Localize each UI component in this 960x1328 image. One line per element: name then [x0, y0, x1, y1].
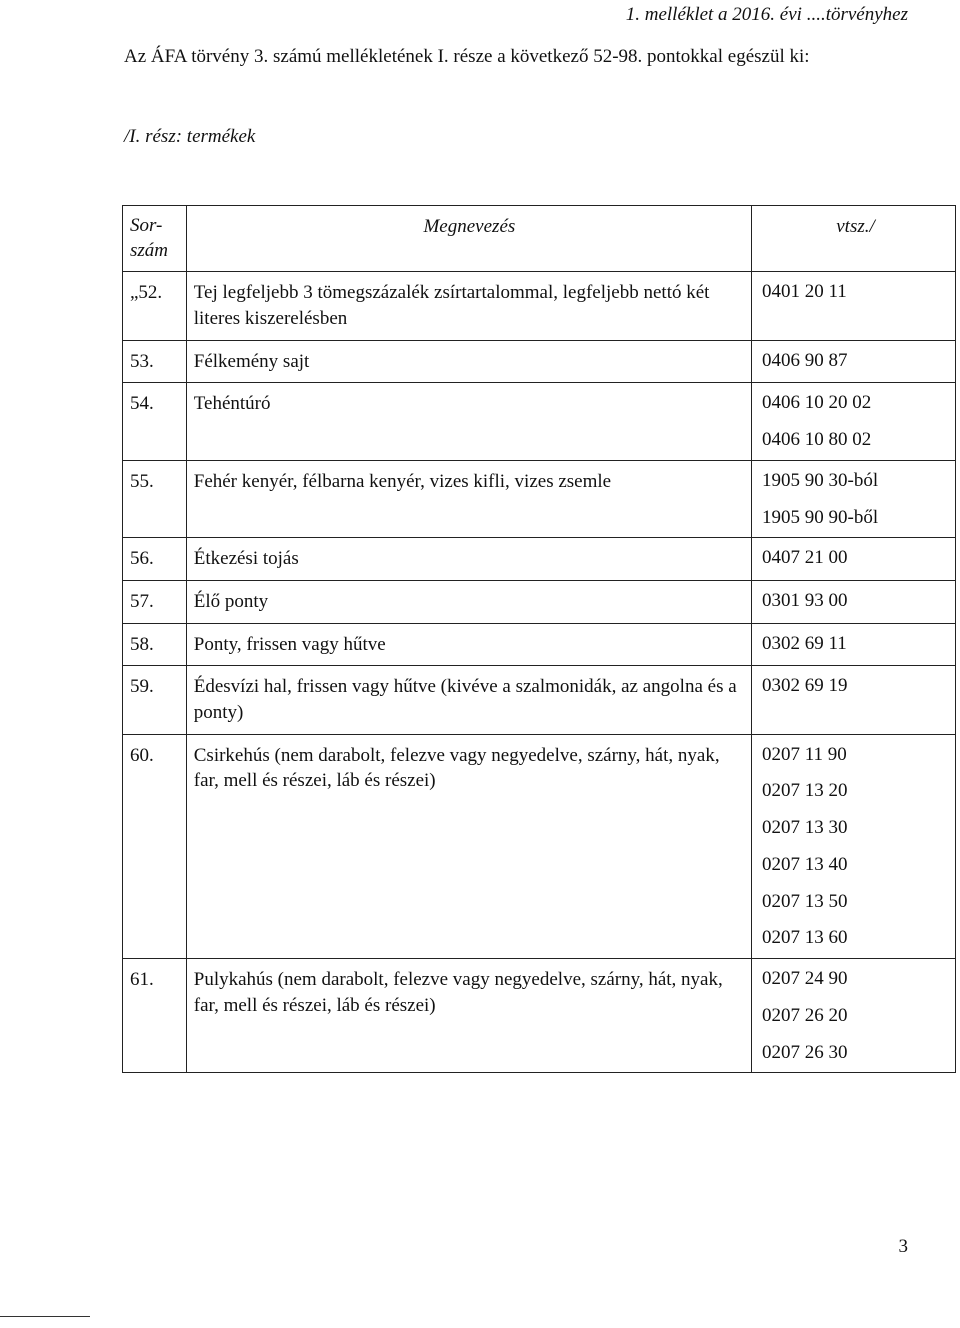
annex-header-note: 1. melléklet a 2016. évi ....törvényhez — [625, 4, 908, 25]
table-row — [123, 959, 956, 1073]
row-tariff-codes — [752, 959, 956, 1073]
table-row — [123, 538, 956, 581]
tariff-code: 0302 69 11 — [762, 632, 847, 654]
row-tariff-codes — [752, 340, 956, 383]
row-product-name: Édesvízi hal, frissen vagy hűtve (kivéve a szalmonidák, az angolna és a ponty) — [186, 666, 751, 734]
row-product-name: Tehéntúró — [186, 383, 751, 461]
table-header-row — [123, 206, 956, 272]
row-tariff-codes — [752, 580, 956, 623]
row-product-name: Pulykahús (nem darabolt, felezve vagy negyedelve, szárny, hát, nyak, far, mell és részei, láb és részei) — [186, 959, 751, 1073]
row-serial-number: „52. — [123, 272, 187, 340]
tariff-code: 0207 26 20 — [762, 1004, 848, 1026]
table-row — [123, 340, 956, 383]
row-serial-number: 53. — [123, 340, 187, 383]
row-serial-number: 60. — [123, 734, 187, 959]
row-product-name: Fehér kenyér, félbarna kenyér, vizes kifli, vizes zsemle — [186, 460, 751, 538]
row-serial-number: 56. — [123, 538, 187, 581]
header-tariff-code: vtsz./ — [752, 206, 956, 272]
tariff-code: 0401 20 11 — [762, 281, 847, 303]
tariff-code: 0207 11 90 — [762, 743, 847, 765]
intro-paragraph: Az ÁFA törvény 3. számú mellékletének I. része a következő 52-98. pontokkal egészül ki: — [124, 46, 810, 67]
row-serial-number: 59. — [123, 666, 187, 734]
tariff-code: 0207 26 30 — [762, 1041, 848, 1063]
row-product-name: Tej legfeljebb 3 tömegszázalék zsírtartalommal, legfeljebb nettó két literes kiszerelésben — [186, 272, 751, 340]
page-number: 3 — [898, 1236, 908, 1257]
row-tariff-codes — [752, 272, 956, 340]
tariff-code: 0301 93 00 — [762, 589, 848, 611]
table-row — [123, 460, 956, 538]
row-product-name: Ponty, frissen vagy hűtve — [186, 623, 751, 666]
row-serial-number: 61. — [123, 959, 187, 1073]
row-serial-number: 54. — [123, 383, 187, 461]
row-product-name: Félkemény sajt — [186, 340, 751, 383]
table-row — [123, 623, 956, 666]
tariff-code: 0207 13 50 — [762, 890, 848, 912]
row-tariff-codes — [752, 383, 956, 461]
part-title: /I. rész: termékek — [124, 126, 256, 147]
table-row — [123, 734, 956, 959]
row-tariff-codes — [752, 734, 956, 959]
row-product-name: Csirkehús (nem darabolt, felezve vagy negyedelve, szárny, hát, nyak, far, mell és részei, láb és részei) — [186, 734, 751, 959]
tariff-code: 1905 90 90-ből — [762, 506, 879, 528]
header-name: Megnevezés — [186, 206, 751, 272]
tariff-code: 0406 10 20 02 — [762, 392, 872, 414]
tariff-code: 0207 13 40 — [762, 853, 848, 875]
tariff-code: 0207 13 20 — [762, 780, 848, 802]
row-product-name: Élő ponty — [186, 580, 751, 623]
header-serial-number: Sor- szám — [123, 206, 187, 272]
table-row — [123, 580, 956, 623]
footnote-rule — [0, 1316, 90, 1317]
tariff-code: 0302 69 19 — [762, 675, 848, 697]
tariff-code: 0207 13 60 — [762, 927, 848, 949]
row-tariff-codes — [752, 460, 956, 538]
row-tariff-codes — [752, 623, 956, 666]
row-serial-number: 55. — [123, 460, 187, 538]
tariff-code: 0406 10 80 02 — [762, 429, 872, 451]
row-tariff-codes — [752, 666, 956, 734]
row-tariff-codes — [752, 538, 956, 581]
table-row — [123, 383, 956, 461]
product-table — [122, 205, 956, 1073]
tariff-code: 0407 21 00 — [762, 547, 848, 569]
row-product-name: Étkezési tojás — [186, 538, 751, 581]
tariff-code: 0207 24 90 — [762, 968, 848, 989]
table-body — [123, 272, 956, 1073]
tariff-code: 0406 90 87 — [762, 349, 848, 371]
tariff-code: 0207 13 30 — [762, 817, 848, 838]
table-row — [123, 666, 956, 734]
tariff-code: 1905 90 30-ból — [762, 469, 879, 491]
row-serial-number: 57. — [123, 580, 187, 623]
table-row — [123, 272, 956, 340]
row-serial-number: 58. — [123, 623, 187, 666]
